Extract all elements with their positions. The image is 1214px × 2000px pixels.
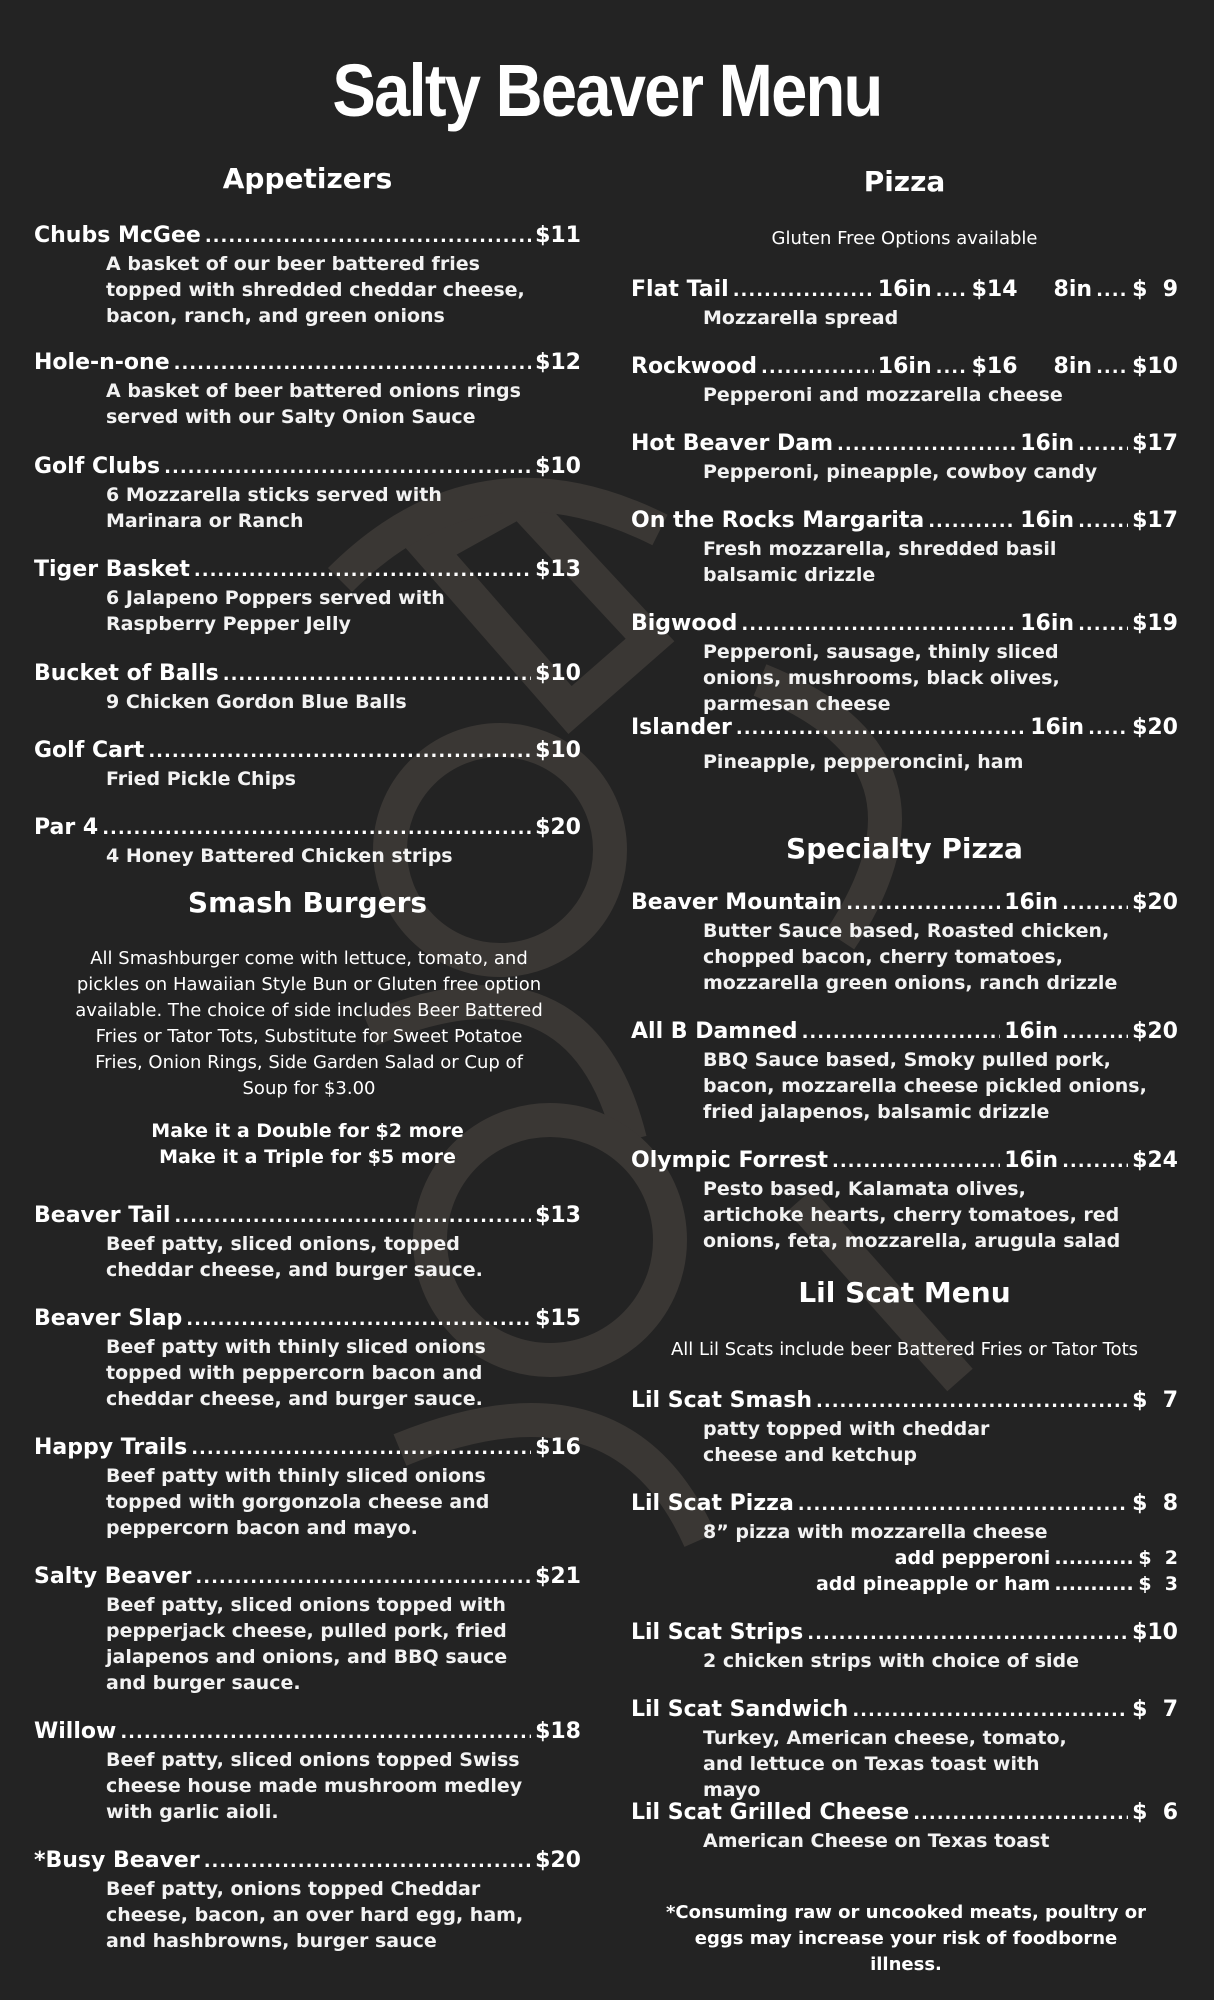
item-size: 16in xyxy=(1030,715,1085,740)
item-name: Bucket of Balls xyxy=(34,661,219,686)
smash-burgers-heading: Smash Burgers xyxy=(187,886,428,919)
item-name: Par 4 xyxy=(34,815,99,840)
item-description: Beef patty, sliced onions topped with pepperjack cheese, pulled pork, fried jalapenos and onions, and BBQ sauce and burger sauce. xyxy=(106,1594,508,1694)
item-description: Pesto based, Kalamata olives, artichoke hearts, cherry tomatoes, red onions, feta, mozzarella, arugula salad xyxy=(703,1178,1121,1252)
menu-item xyxy=(34,814,581,869)
item-price: $17 xyxy=(1132,431,1178,456)
menu-item xyxy=(631,1799,1178,1854)
item-name: Lil Scat Strips xyxy=(631,1620,804,1645)
item-price: $20 xyxy=(1132,890,1178,915)
item-size: 16in xyxy=(1004,1019,1059,1044)
add-on-line xyxy=(631,1545,1178,1571)
menu-item xyxy=(34,349,581,430)
lil-scat-note: All Lil Scats include beer Battered Fries or Tator Tots xyxy=(670,1339,1139,1360)
item-price: $13 xyxy=(535,557,581,582)
item-description: Pepperoni and mozzarella cheese xyxy=(703,384,1063,406)
item-price: $20 xyxy=(535,815,581,840)
item-price: $ 9 xyxy=(1132,277,1178,302)
item-size: 16in xyxy=(877,277,932,302)
item-description: Beef patty with thinly sliced onions topped with peppercorn bacon and cheddar cheese, and burger sauce. xyxy=(106,1336,486,1410)
item-description: Beef patty, sliced onions topped Swiss cheese house made mushroom medley with garlic aioli. xyxy=(106,1749,523,1823)
item-name: Rockwood xyxy=(631,354,758,379)
menu-item xyxy=(34,1847,581,1954)
pizza-heading: Pizza xyxy=(863,165,946,198)
item-name: On the Rocks Margarita xyxy=(631,508,925,533)
item-price: $15 xyxy=(535,1306,581,1331)
item-size: 8in xyxy=(1053,277,1093,302)
add-on-price: $ 3 xyxy=(1138,1573,1178,1595)
add-on-price: $ 2 xyxy=(1138,1547,1178,1569)
item-name: Hole-n-one xyxy=(34,350,170,375)
specialty-pizza-heading: Specialty Pizza xyxy=(786,832,1023,865)
menu-item xyxy=(34,222,581,329)
menu-item xyxy=(631,889,1178,996)
item-price: $14 xyxy=(971,277,1018,302)
menu-item xyxy=(34,1305,581,1412)
item-name: Tiger Basket xyxy=(34,557,190,582)
item-size: 16in xyxy=(1004,1148,1059,1173)
item-description: A basket of beer battered onions rings served with our Salty Onion Sauce xyxy=(106,380,521,428)
item-price: $ 7 xyxy=(1132,1697,1178,1722)
item-price: $20 xyxy=(535,1848,581,1873)
item-size: 16in xyxy=(1020,611,1075,636)
item-description: Fried Pickle Chips xyxy=(106,768,296,790)
menu-item xyxy=(631,610,1178,717)
menu-item xyxy=(631,276,1178,331)
menu-item xyxy=(34,1563,581,1696)
item-description: BBQ Sauce based, Smoky pulled pork, bacon, mozzarella cheese pickled onions, fried jalapenos, balsamic drizzle xyxy=(703,1049,1147,1123)
item-name: Golf Clubs xyxy=(34,454,161,479)
menu-item xyxy=(34,1202,581,1283)
menu-item xyxy=(631,1619,1178,1674)
menu-item xyxy=(631,714,1178,775)
item-price: $11 xyxy=(535,223,581,248)
item-description: patty topped with cheddar cheese and ketchup xyxy=(703,1418,990,1466)
item-name: Olympic Forrest xyxy=(631,1148,828,1173)
item-price: $24 xyxy=(1132,1148,1178,1173)
menu-item xyxy=(34,453,581,534)
item-description: Beef patty with thinly sliced onions topped with gorgonzola cheese and peppercorn bacon and mayo. xyxy=(106,1465,490,1539)
item-size: 16in xyxy=(1004,890,1059,915)
item-name: Beaver Slap xyxy=(34,1306,183,1331)
item-price: $20 xyxy=(1132,715,1178,740)
item-description: 6 Jalapeno Poppers served with Raspberry Pepper Jelly xyxy=(106,587,445,635)
food-safety-footnote: *Consuming raw or uncooked meats, poultry or eggs may increase your risk of foodborne illness. xyxy=(665,1902,1147,1975)
menu-item xyxy=(631,1387,1178,1468)
item-name: Flat Tail xyxy=(631,277,729,302)
item-size: 16in xyxy=(1020,431,1075,456)
item-price: $10 xyxy=(1132,1620,1178,1645)
item-size: 16in xyxy=(1020,508,1075,533)
item-description: Pepperoni, sausage, thinly sliced onions, mushrooms, black olives, parmesan cheese xyxy=(703,641,1060,715)
item-price: $21 xyxy=(535,1564,581,1589)
item-description: Pineapple, pepperoncini, ham xyxy=(703,751,1024,773)
add-on-label: add pepperoni xyxy=(894,1547,1051,1569)
menu-item xyxy=(631,353,1178,408)
item-name: Happy Trails xyxy=(34,1435,188,1460)
item-name: Willow xyxy=(34,1719,117,1744)
item-name: Lil Scat Smash xyxy=(631,1388,813,1413)
menu-item xyxy=(631,1696,1178,1803)
item-description: Pepperoni, pineapple, cowboy candy xyxy=(703,461,1098,483)
item-description: 2 chicken strips with choice of side xyxy=(703,1650,1080,1672)
menu-item xyxy=(631,1018,1178,1125)
item-price: $10 xyxy=(535,661,581,686)
pizza-note: Gluten Free Options available xyxy=(771,228,1038,249)
item-name: Golf Cart xyxy=(34,738,145,763)
appetizers-heading: Appetizers xyxy=(222,162,393,195)
item-description: Turkey, American cheese, tomato, and lettuce on Texas toast with mayo xyxy=(703,1727,1067,1801)
menu-item xyxy=(34,1718,581,1825)
lil-scat-heading: Lil Scat Menu xyxy=(798,1276,1011,1309)
item-price: $ 8 xyxy=(1132,1491,1178,1516)
item-description: 9 Chicken Gordon Blue Balls xyxy=(106,691,407,713)
item-price: $12 xyxy=(535,350,581,375)
item-description: Mozzarella spread xyxy=(703,307,899,329)
item-name: All B Damned xyxy=(631,1019,798,1044)
item-name: Beaver Tail xyxy=(34,1203,171,1228)
item-name: Bigwood xyxy=(631,611,738,636)
item-price: $18 xyxy=(535,1719,581,1744)
item-name: Chubs McGee xyxy=(34,223,201,248)
item-name: Salty Beaver xyxy=(34,1564,192,1589)
item-name: Lil Scat Grilled Cheese xyxy=(631,1800,910,1825)
smash-burgers-note: All Smashburger come with lettuce, tomato, and pickles on Hawaiian Style Bun or Gluten free option available. The choice of side includes Beer Battered Fries or Tator Tots, Substitute for Sweet Potatoe Fries, Onion Rings, Side Garden Salad or Cup of Soup for $3.00 xyxy=(75,948,543,1099)
item-price: $10 xyxy=(535,454,581,479)
menu-item xyxy=(631,1490,1178,1597)
add-on-line xyxy=(631,1571,1178,1597)
item-size: 16in xyxy=(877,354,932,379)
item-price: $17 xyxy=(1132,508,1178,533)
item-description: Beef patty, sliced onions, topped cheddar cheese, and burger sauce. xyxy=(106,1233,483,1281)
triple-note: Make it a Triple for $5 more xyxy=(159,1146,456,1168)
menu-item xyxy=(34,660,581,715)
item-description: American Cheese on Texas toast xyxy=(703,1830,1050,1852)
menu-item xyxy=(631,507,1178,588)
item-name: Lil Scat Sandwich xyxy=(631,1697,849,1722)
menu-item xyxy=(34,1434,581,1541)
item-description: Fresh mozzarella, shredded basil balsamic drizzle xyxy=(703,538,1057,586)
item-price: $ 6 xyxy=(1132,1800,1178,1825)
item-price: $20 xyxy=(1132,1019,1178,1044)
item-name: Hot Beaver Dam xyxy=(631,431,834,456)
menu-item xyxy=(631,430,1178,485)
item-price: $10 xyxy=(535,738,581,763)
item-price: $16 xyxy=(971,354,1018,379)
item-name: Islander xyxy=(631,715,732,740)
item-name: Beaver Mountain xyxy=(631,890,843,915)
item-name: Lil Scat Pizza xyxy=(631,1491,794,1516)
item-price: $ 7 xyxy=(1132,1388,1178,1413)
menu-item xyxy=(34,737,581,792)
item-description: Butter Sauce based, Roasted chicken, chopped bacon, cherry tomatoes, mozzarella green onions, ranch drizzle xyxy=(703,920,1118,994)
item-price: $10 xyxy=(1132,354,1178,379)
double-note: Make it a Double for $2 more xyxy=(151,1120,464,1142)
item-description: Beef patty, onions topped Cheddar cheese, bacon, an over hard egg, ham, and hashbrowns, burger sauce xyxy=(106,1878,524,1952)
item-description: A basket of our beer battered fries topped with shredded cheddar cheese, bacon, ranch, and green onions xyxy=(106,253,525,327)
item-price: $13 xyxy=(535,1203,581,1228)
menu-item xyxy=(631,1147,1178,1254)
menu-item xyxy=(34,556,581,637)
item-size: 8in xyxy=(1053,354,1093,379)
item-description: 4 Honey Battered Chicken strips xyxy=(106,845,453,867)
item-description: 6 Mozzarella sticks served with Marinara or Ranch xyxy=(106,484,442,532)
item-description: 8” pizza with mozzarella cheese xyxy=(703,1521,1048,1543)
menu-title: Salty Beaver Menu xyxy=(332,49,882,132)
item-name: *Busy Beaver xyxy=(34,1848,200,1873)
item-price: $16 xyxy=(535,1435,581,1460)
add-on-label: add pineapple or ham xyxy=(815,1573,1051,1595)
item-price: $19 xyxy=(1132,611,1178,636)
